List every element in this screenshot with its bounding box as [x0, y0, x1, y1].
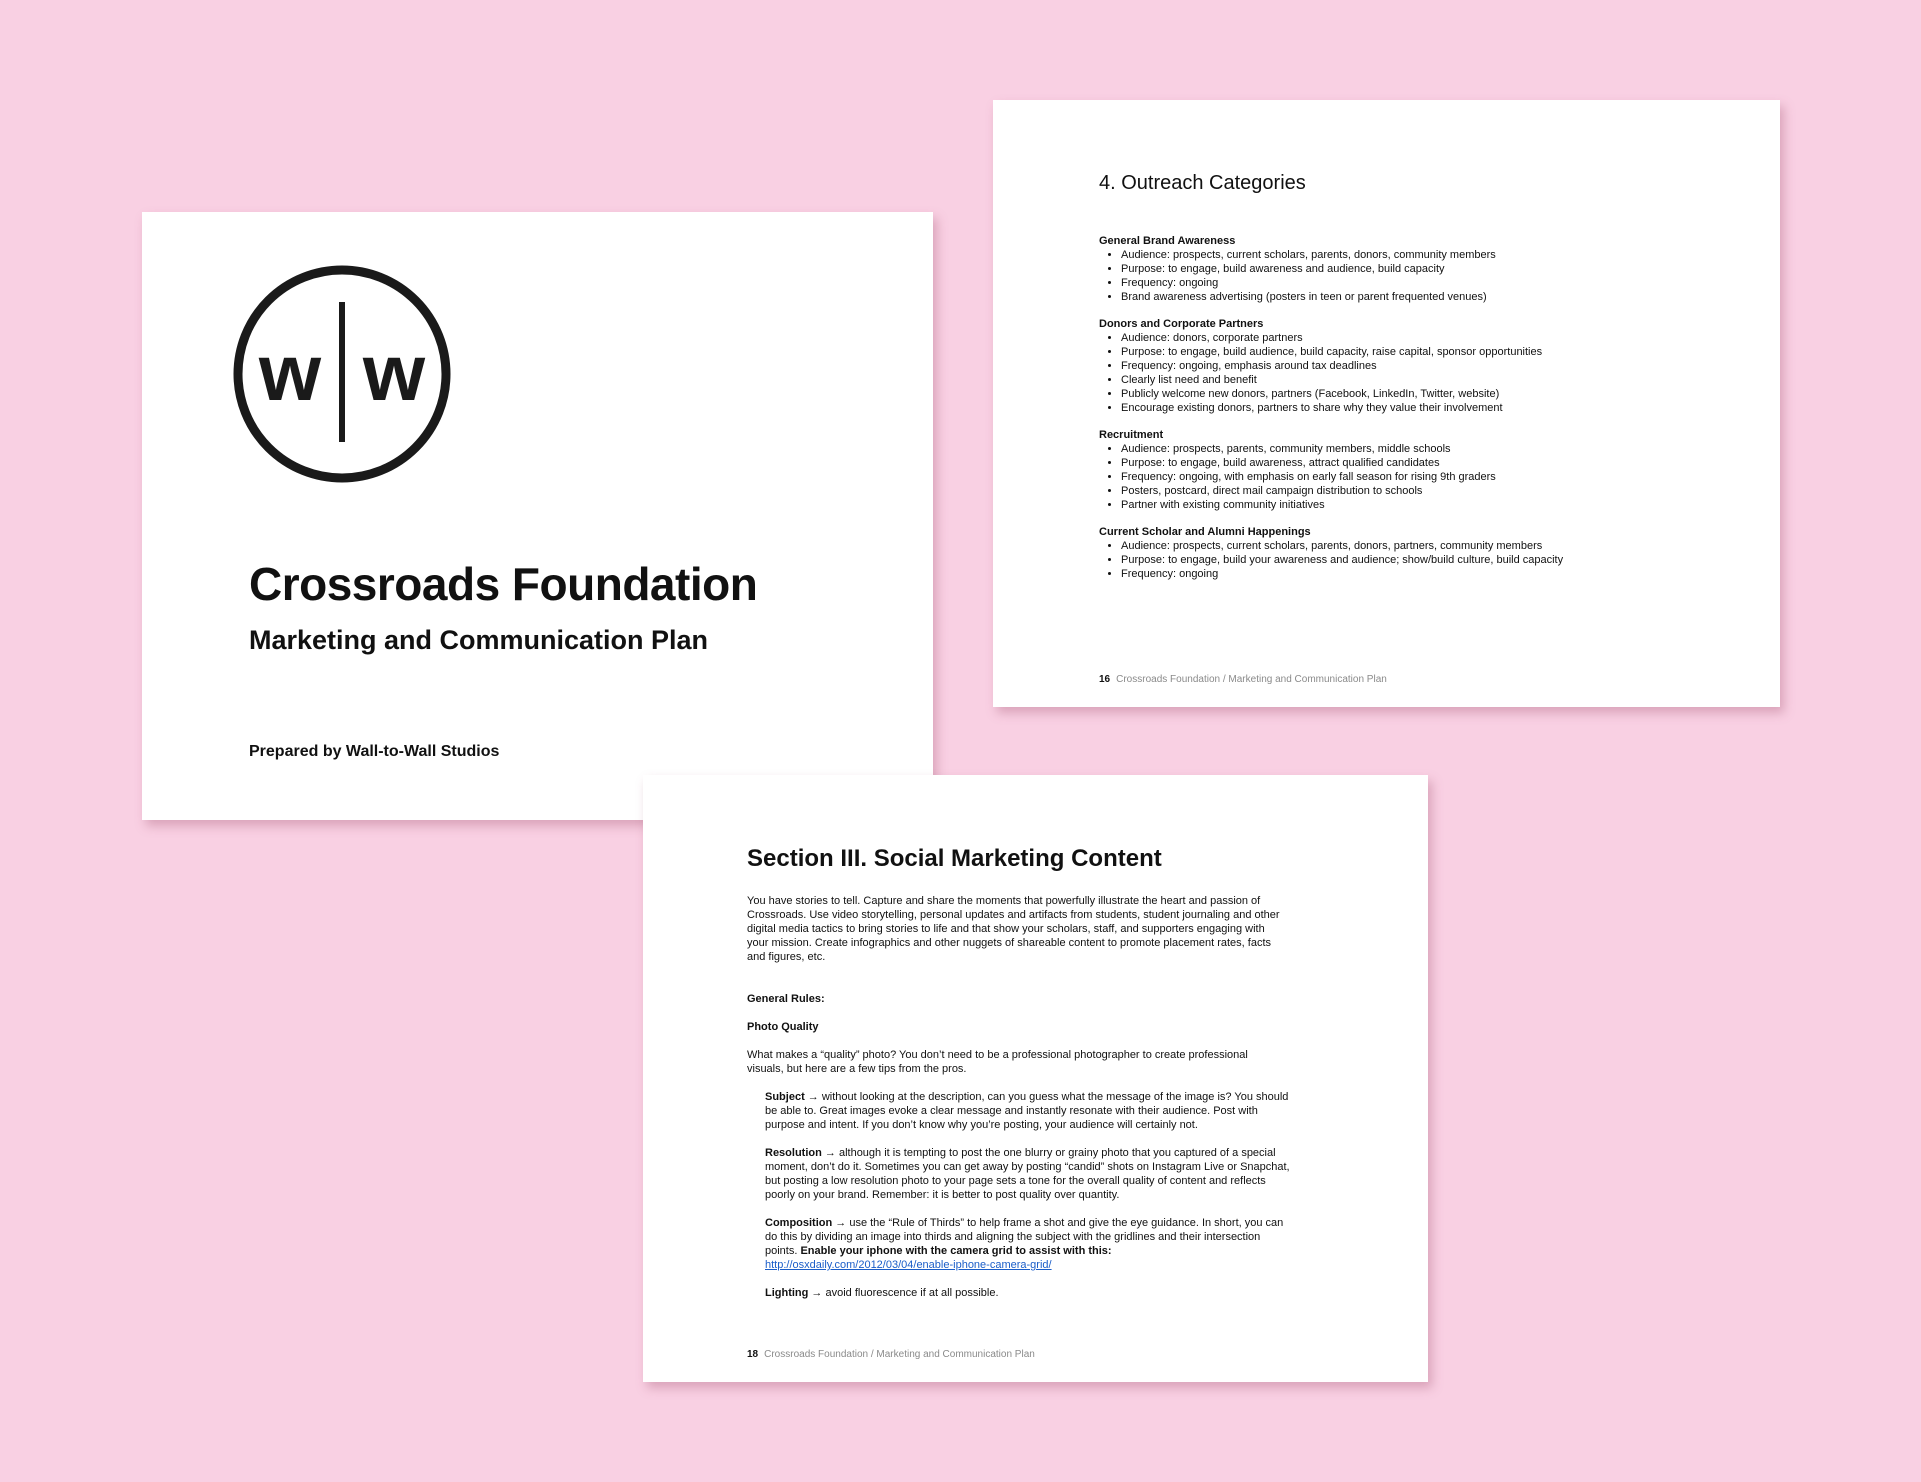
tip-term: Composition	[765, 1217, 833, 1229]
outreach-group-donors	[1099, 317, 1739, 415]
svg-text:w: w	[362, 328, 426, 417]
list-item: • Frequency: ongoing, with emphasis on early fall season for rising 9th graders	[1121, 470, 1739, 484]
list-item: • Brand awareness advertising (posters in teen or parent frequented venues)	[1121, 290, 1739, 304]
list-item: • Audience: prospects, current scholars, parents, donors, partners, community members	[1121, 539, 1739, 553]
cover-subtitle: Marketing and Communication Plan	[249, 625, 709, 655]
footer-text: Crossroads Foundation / Marketing and Communication Plan	[764, 1349, 1035, 1360]
page-number: 18	[747, 1349, 759, 1360]
group-title: Recruitment	[1099, 429, 1164, 441]
list-item: • Purpose: to engage, build awareness, attract qualified candidates	[1121, 456, 1739, 470]
group-title: Current Scholar and Alumni Happenings	[1099, 526, 1311, 538]
tip-lighting	[765, 1286, 1290, 1300]
tip-text: → without looking at the description, can you guess what the message of the image is? You should be able to. Great images evoke a clear message and instantly resonate with their audience. Post with purpose and intent. If you don’t know why you’re posting, your audience will certainly not.	[765, 1091, 1289, 1131]
group-title: Donors and Corporate Partners	[1099, 318, 1264, 330]
social-marketing-page	[643, 775, 1428, 1382]
list-item: • Purpose: to engage, build your awareness and audience; show/build culture, build capacity	[1121, 553, 1739, 567]
tip-text: → avoid fluorescence if at all possible.	[808, 1287, 999, 1299]
page-footer	[1099, 674, 1387, 685]
list-item: • Publicly welcome new donors, partners (Facebook, LinkedIn, Twitter, website)	[1121, 387, 1739, 401]
outreach-group-brand-awareness	[1099, 234, 1739, 304]
outreach-heading: 4. Outreach Categories	[1099, 172, 1306, 194]
page-number: 16	[1099, 674, 1111, 685]
wall-to-wall-logo	[232, 264, 452, 484]
list-item: • Frequency: ongoing	[1121, 276, 1739, 290]
outreach-group-recruitment	[1099, 428, 1739, 512]
tip-text: → although it is tempting to post the one blurry or grainy photo that you captured of a special moment, don’t do it. Sometimes you can get away by posting “candid” shots on Instagram Live or Snapchat, but posting a low resolution photo to your page sets a tone for the overall quality of content and reflects poorly on your brand. Remember: it is better to post quality over quantity.	[765, 1147, 1290, 1201]
outreach-group-scholar-alumni	[1099, 525, 1739, 581]
prepared-by: Prepared by Wall-to-Wall Studios	[249, 743, 500, 760]
svg-text:w: w	[258, 328, 322, 417]
tip-subject	[765, 1090, 1290, 1132]
tip-composition	[765, 1216, 1290, 1272]
camera-grid-link[interactable]: http://osxdaily.com/2012/03/04/enable-iphone-camera-grid/	[765, 1259, 1052, 1271]
tip-term: Lighting	[765, 1287, 809, 1299]
list-item: • Audience: prospects, current scholars, parents, donors, community members	[1121, 248, 1739, 262]
tip-text: → use the “Rule of Thirds” to help frame a shot and give the eye guidance. In short, you can do this by dividing an image into thirds and aligning the subject with the gridlines and their intersection points.	[765, 1217, 1284, 1257]
list-item: • Audience: donors, corporate partners	[1121, 331, 1739, 345]
social-body	[747, 894, 1290, 1314]
tips-intro: What makes a “quality” photo? You don’t need to be a professional photographer to create professional visuals, but here are a few tips from the pros.	[747, 1049, 1248, 1075]
social-heading: Section III. Social Marketing Content	[747, 845, 1162, 872]
list-item: • Clearly list need and benefit	[1121, 373, 1739, 387]
list-item: • Partner with existing community initiatives	[1121, 498, 1739, 512]
list-item: • Frequency: ongoing	[1121, 567, 1739, 581]
tip-term: Subject	[765, 1091, 805, 1103]
list-item: • Frequency: ongoing, emphasis around tax deadlines	[1121, 359, 1739, 373]
tip-term: Resolution	[765, 1147, 822, 1159]
list-item: • Encourage existing donors, partners to share why they value their involvement	[1121, 401, 1739, 415]
logo-circle-icon	[232, 264, 452, 484]
list-item: • Posters, postcard, direct mail campaign distribution to schools	[1121, 484, 1739, 498]
list-item: • Audience: prospects, parents, community members, middle schools	[1121, 442, 1739, 456]
page-footer	[747, 1349, 1035, 1360]
photo-quality-label: Photo Quality	[747, 1021, 819, 1033]
footer-text: Crossroads Foundation / Marketing and Communication Plan	[1116, 674, 1387, 685]
general-rules-label: General Rules:	[747, 993, 825, 1005]
group-title: General Brand Awareness	[1099, 235, 1236, 247]
cover-title: Crossroads Foundation	[249, 558, 758, 610]
social-intro: You have stories to tell. Capture and share the moments that powerfully illustrate the heart and passion of Crossroads. Use video storytelling, personal updates and artifacts from students, student journaling and other digital media tactics to bring stories to life and that show your scholars, staff, and supporters engaging with your mission. Create infographics and other nuggets of shareable content to promote placement rates, facts and figures, etc.	[747, 895, 1280, 963]
outreach-body	[1099, 234, 1739, 594]
cover-page	[142, 212, 933, 820]
outreach-categories-page	[993, 100, 1780, 707]
list-item: • Purpose: to engage, build awareness and audience, build capacity	[1121, 262, 1739, 276]
tip-resolution	[765, 1146, 1290, 1202]
list-item: • Purpose: to engage, build audience, build capacity, raise capital, sponsor opportunities	[1121, 345, 1739, 359]
tip-emphasis: Enable your iphone with the camera grid to assist with this:	[800, 1245, 1112, 1257]
